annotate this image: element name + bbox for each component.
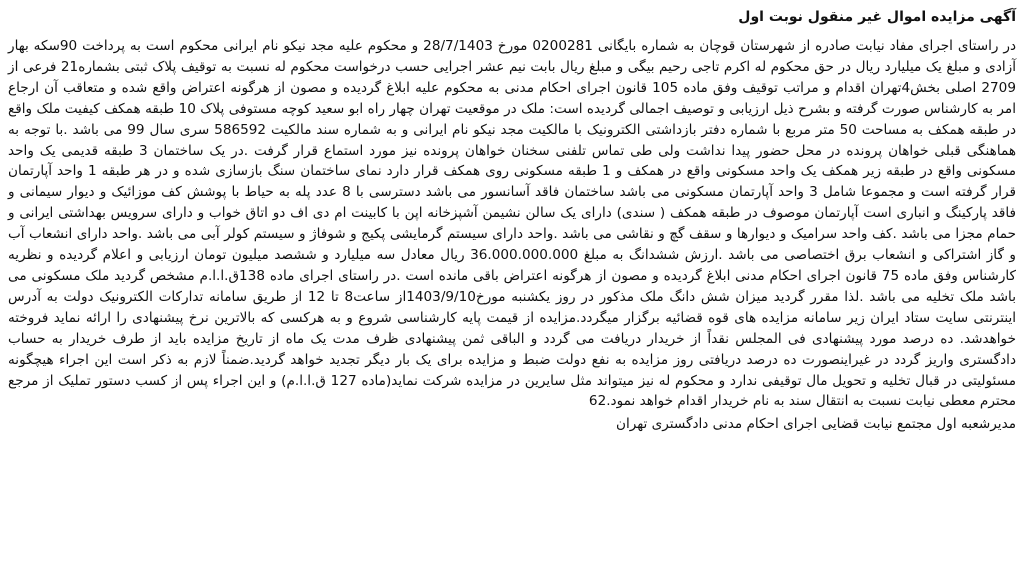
- notice-title: آگهی مزایده اموال غیر منقول نوبت اول: [738, 9, 1016, 25]
- notice-signature: مدیرشعبه اول مجتمع نیابت قضایی اجرای احکام مدنی دادگستری تهران: [615, 416, 1016, 433]
- notice-body: در راستای اجرای مفاد نیابت صادره از شهرستان قوچان به شماره بایگانی 0200281 مورخ 28/7/1403 و محکوم علیه مجد نیکو نام ایرانی محکوم است به پرداخت 90سکه بهار آزادی و مبلغ یک میلیارد ریال در حق محکوم له اکرم تاجی رحیم بیگی و مبلغ ریال بابت نیم عشر اجرایی حسب درخواست محکوم له نسبت به توقیف پلاک ثبتی بشماره21 فرعی از 2709 اصلی بخش4تهران اقدام و مراتب توقیف وفق ماده 105 قانون اجرای احکام مدنی به محکوم علیه ابلاغ گردیده و مصون از هرگونه اعتراض واقع شده و متعاقب آن ارجاع امر به کارشناس صورت گرفته و بشرح ذیل ارزیابی و توصیف اجمالی گردیده است: ملک در موقعیت تهران چهار راه ابو سعید کوچه مستوفی پلاک 10 طبقه همکف کیفیت ملک واقع در طبقه همکف به مساحت 50 متر مربع با شماره دفتر بازداشتی الکترونیک با مالکیت مجد نیکو نام ایرانی و به شماره سند مالکیت 586592 سری سال 99 می باشد .با توجه به هماهنگی قبلی خواهان پرونده در محل حضور پیدا نداشت ولی طی تماس تلفنی سخنان خواهان پرونده نیز مورد استماع قرار گرفت .در یک ساختمان 3 طبقه قدیمی یک واحد مسکونی واقع در طبقه زیر همکف یک واحد مسکونی واقع در همکف و 1 طبقه مسکونی روی همکف قرار دارد نمای ساختمان سنگ بازسازی شده و در هر طبقه 1 واحد آپارتمان قرار گرفته است و مجموعا شامل 3 واحد آپارتمان مسکونی می باشد ساختمان فاقد آسانسور می باشد دسترسی با 8 عدد پله به حیاط با پوشش کف موزائیک و دیوار سیمانی و فاقد پارکینگ و انباری است آپارتمان موصوف در طبقه همکف ( سندی) دارای یک سالن نشیمن آشپزخانه اپن با کابینت ام دی اف دو اتاق خواب و دارای سرویس بهداشتی ایرانی و حمام مجزا می باشد .کف واحد سرامیک و دیوارها و سقف گچ و نقاشی می باشد .واحد دارای سیستم گرمایشی پکیج و شوفاژ و سیستم کولر آبی می باشد .واحد دارای انشعاب آب و گاز اشتراکی و انشعاب برق اختصاصی می باشد .ارزش ششدانگ به مبلغ 36.000.000.000 ریال معادل سه میلیارد و ششصد میلیون تومان ارزیابی و اعلام گردیده و نظریه کارشناس وفق ماده 75 قانون اجرای احکام مدنی ابلاغ گردیده و مصون از هرگونه اعتراض باقی مانده است .در راستای اجرای ماده 138ق.ا.ا.م مشخص گردید ملک مسکونی می باشد ملک تخلیه می باشد .لذا مقرر گردید میزان شش دانگ ملک مذکور در روز یکشنبه مورخ1403/9/10از ساعت8 تا 12 از طریق سامانه تدارکات الکترونیک دولت به آدرس اینترنتی سایت ستاد ایران زیر سامانه مزایده های قوه قضائیه برگزار میگردد.مزایده از قیمت پایه کارشناسی شروع و به هرکسی که بالاترین نرخ پیشنهادی را ارائه نماید فروخته خواهدشد. ده درصد مورد پیشنهادی فی المجلس نقداً از خریدار دریافت می گردد و الباقی ثمن پیشنهادی ظرف مدت یک ماه از تاریخ مزایده باید از طرف خریدار به حساب دادگستری واریز گردد در غیراینصورت ده درصد دریافتی روز مزایده به نفع دولت ضبط و مزایده برای یک بار دیگر تجدید خواهد گردید.ضمناً لازم به ذکر است این اجراء هیچگونه مسئولیتی در قبال تخلیه و تحویل مال توقیفی ندارد و محکوم له نیز میتواند مثل سایرین در مزایده شرکت نماید(ماده 127 ق.ا.ا.م) و این اجراء پس از کسب دستور تملیک از مرجع محترم معطی نیابت نسبت به انتقال سند به نام خریدار اقدام خواهد نمود.62: [8, 38, 1017, 410]
